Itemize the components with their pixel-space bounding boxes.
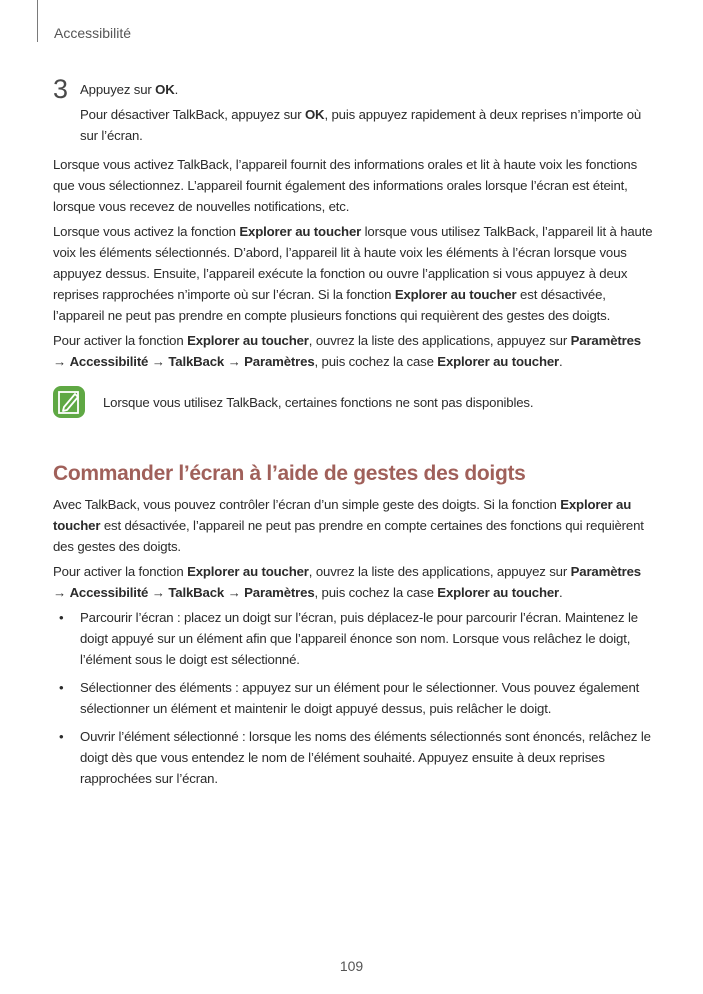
bullet-marker: • — [59, 729, 64, 744]
paragraph-talkback-info: Lorsque vous activez TalkBack, l’appareil fournit des informations orales et lit à haute voix les fonctions que vous sélectionnez. L’appareil fournit également des informations orales lorsque l’écran est éteint, lorsque vous recevez de nouvelles notifications, etc. — [53, 157, 638, 214]
gesture-list — [53, 607, 653, 789]
list-item: • Parcourir l’écran : placez un doigt sur l’écran, puis déplacez-le pour parcourir l’écran. Maintenez le doigt appuyé sur un élément afin que l’appareil énonce son nom. Lorsque vous relâchez le doigt, l’élément sous le doigt est sélectionné. — [53, 607, 653, 670]
note — [53, 386, 653, 418]
paragraph-gestures-intro: Avec TalkBack, vous pouvez contrôler l’écran d’un simple geste des doigts. Si la fonction Explorer au toucher est désactivée, l’appareil ne peut pas prendre en compte certaines des fonctions qui requièrent des gestes des doigts. — [53, 497, 644, 554]
bullet-marker: • — [59, 680, 64, 695]
step-3-text: Appuyez sur OK. — [80, 82, 179, 97]
paragraph-explore-by-touch: Lorsque vous activez la fonction Explorer au toucher lorsque vous utilisez TalkBack, l’appareil lit à haute voix les éléments sélectionnés. D’abord, l’appareil lit à haute voix les éléments à l’écran lorsque vous appuyez dessus. Ensuite, l’appareil exécute la fonction ou ouvre l’application si vous appuyez à deux reprises rapprochées n’importe où sur l’écran. Si la fonction Explorer au toucher est désactivée, l’appareil ne peut pas prendre en compte plusieurs fonctions qui requièrent des gestes des doigts. — [53, 224, 653, 323]
step-number: 3 — [53, 74, 69, 104]
step-3 — [53, 74, 653, 146]
section-header: Accessibilité — [54, 25, 132, 41]
list-item: • Ouvrir l’élément sélectionné : lorsque les noms des éléments sélectionnés sont énoncés, relâchez le doigt dès que vous entendez le nom de l’élément souhaité. Appuyez ensuite à deux reprises rapprochées sur l’écran. — [53, 726, 653, 789]
section-title: Commander l’écran à l’aide de gestes des doigts — [53, 462, 526, 485]
page-number: 109 — [339, 958, 364, 974]
note-text: Lorsque vous utilisez TalkBack, certaines fonctions ne sont pas disponibles. — [103, 394, 534, 410]
note-icon — [53, 386, 85, 418]
paragraph-activation-path: Pour activer la fonction Explorer au toucher, ouvrez la liste des applications, appuyez sur Paramètres → Accessibilité → TalkBack → Paramètres, puis cochez la case Explorer au toucher. — [53, 333, 641, 369]
step-3-subtext: Pour désactiver TalkBack, appuyez sur OK, puis appuyez rapidement à deux reprises n’importe où sur l’écran. — [80, 107, 642, 143]
bullet-marker: • — [59, 610, 64, 625]
header-rule — [37, 0, 38, 42]
list-item: • Sélectionner des éléments : appuyez sur un élément pour le sélectionner. Vous pouvez également sélectionner un élément et maintenir le doigt appuyé dessus, puis relâcher le doigt. — [53, 677, 653, 719]
page-content — [53, 74, 653, 796]
paragraph-activation-path-2: Pour activer la fonction Explorer au toucher, ouvrez la liste des applications, appuyez sur Paramètres → Accessibilité → TalkBack → Paramètres, puis cochez la case Explorer au toucher. — [53, 564, 641, 600]
